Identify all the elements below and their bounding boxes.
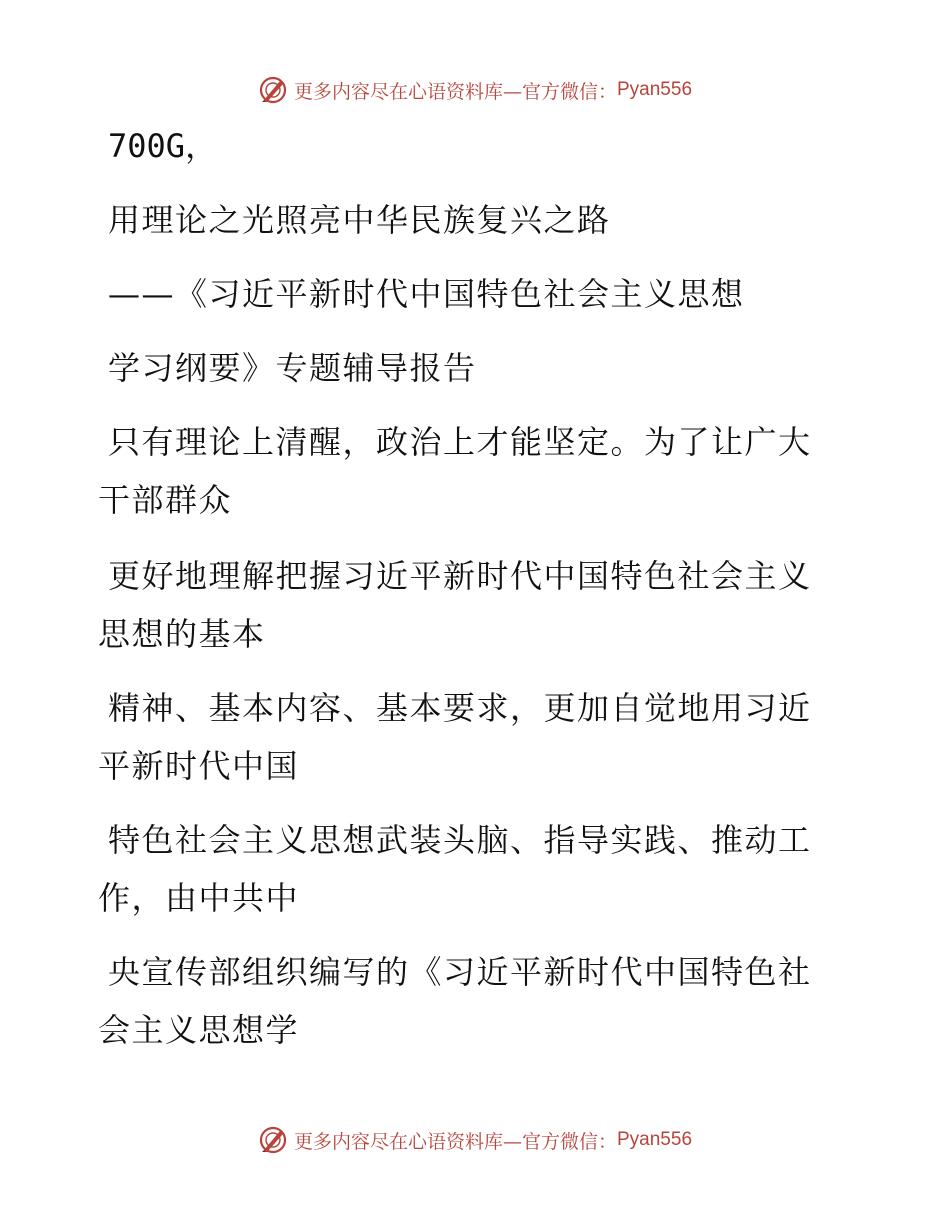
- header-watermark-banner: [0, 70, 950, 110]
- text-line: 会主义思想学: [98, 1011, 300, 1049]
- text-line: 思想的基本: [98, 615, 266, 653]
- pen-logo-icon: [258, 1125, 288, 1155]
- header-banner-text: 更多内容尽在心语资料库—官方微信：: [293, 80, 617, 103]
- footer-banner-text: 更多内容尽在心语资料库—官方微信：: [293, 1130, 617, 1153]
- text-line: 精神、基本内容、基本要求，更加自觉地用习近: [108, 689, 812, 727]
- text-line: 更好地理解把握习近平新时代中国特色社会主义: [108, 557, 812, 595]
- footer-watermark-banner: [0, 1120, 950, 1160]
- pen-logo-icon: [258, 75, 288, 105]
- header-wechat-id: Pyan556: [617, 79, 693, 100]
- text-line: 只有理论上清醒，政治上才能坚定。为了让广大: [108, 423, 812, 461]
- text-line: 央宣传部组织编写的《习近平新时代中国特色社: [108, 953, 812, 991]
- text-line: 学习纲要》专题辅导报告: [108, 349, 477, 387]
- text-line: 作，由中共中: [98, 879, 300, 917]
- text-line: 特色社会主义思想武装头脑、指导实践、推动工: [108, 821, 812, 859]
- text-line: 用理论之光照亮中华民族复兴之路: [108, 201, 611, 239]
- footer-wechat-id: Pyan556: [617, 1129, 693, 1150]
- text-line: 平新时代中国: [98, 747, 300, 785]
- text-line: 干部群众: [98, 481, 233, 519]
- text-line: 700G，: [108, 127, 218, 165]
- text-line: ——《习近平新时代中国特色社会主义思想: [108, 275, 745, 313]
